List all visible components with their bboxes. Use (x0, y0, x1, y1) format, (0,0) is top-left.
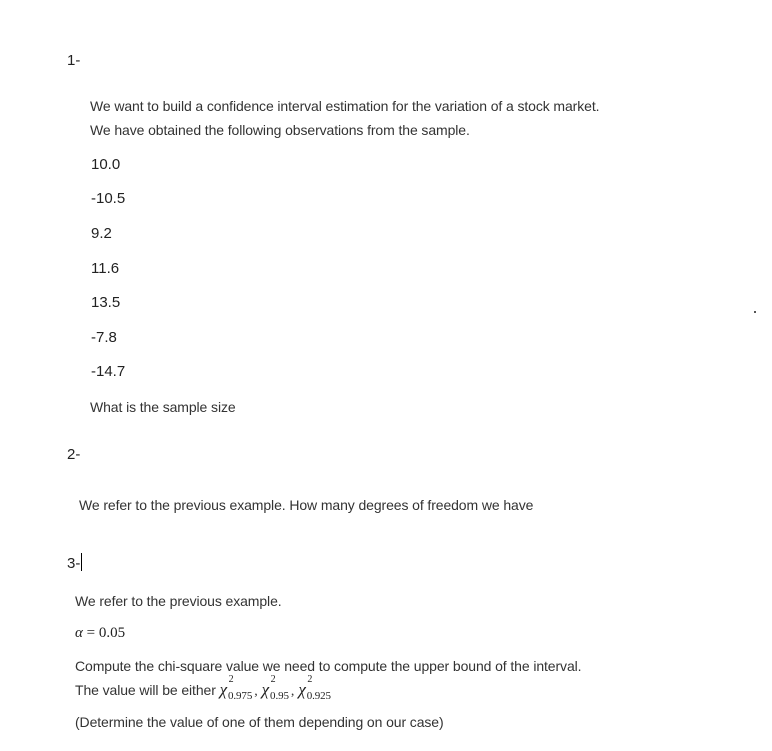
observation-7: -14.7 (91, 363, 126, 380)
observation-4: 11.6 (91, 260, 120, 277)
chi-square-0925: χ 2 $_{0.925}$ (298, 674, 331, 702)
alpha-equation (75, 625, 125, 642)
question-3-line-3 (75, 674, 332, 702)
observation-3: 9.2 (91, 225, 112, 242)
alpha-symbol: α (75, 625, 83, 641)
question-3-label-text: 3- (67, 555, 81, 572)
question-3-line-1: We refer to the previous example. (75, 593, 282, 609)
question-1-line-1: We want to build a confidence interval estimation for the variation of a stock market. (90, 98, 600, 114)
alpha-value: = 0.05 (82, 625, 126, 641)
chi-square-095: χ 2 $_{0.95}$ (261, 674, 289, 702)
separator-1: , (254, 684, 258, 699)
question-2-text: We refer to the previous example. How many degrees of freedom we have (79, 497, 534, 513)
question-1-prompt: What is the sample size (90, 399, 236, 415)
chi-square-0975: χ 2 $_{0.975}$ (219, 674, 253, 702)
question-1-label: 1- (67, 52, 81, 69)
stray-dot-mark (754, 311, 756, 313)
observation-1: 10.0 (91, 156, 121, 173)
question-3-line-2: Compute the chi-square value we need to compute the upper bound of the interval. (75, 658, 582, 674)
question-2-label: 2- (67, 446, 81, 463)
observation-2: -10.5 (91, 190, 126, 207)
question-1-line-2: We have obtained the following observations from the sample. (90, 122, 470, 138)
question-3-note: (Determine the value of one of them depending on our case) (75, 714, 444, 730)
separator-2: , (290, 684, 295, 699)
observation-6: -7.8 (91, 329, 117, 346)
question-3-line-3-prefix: The value will be either (75, 682, 216, 698)
text-cursor (81, 553, 82, 571)
question-3-label[interactable] (67, 553, 82, 572)
observation-5: 13.5 (91, 294, 121, 311)
